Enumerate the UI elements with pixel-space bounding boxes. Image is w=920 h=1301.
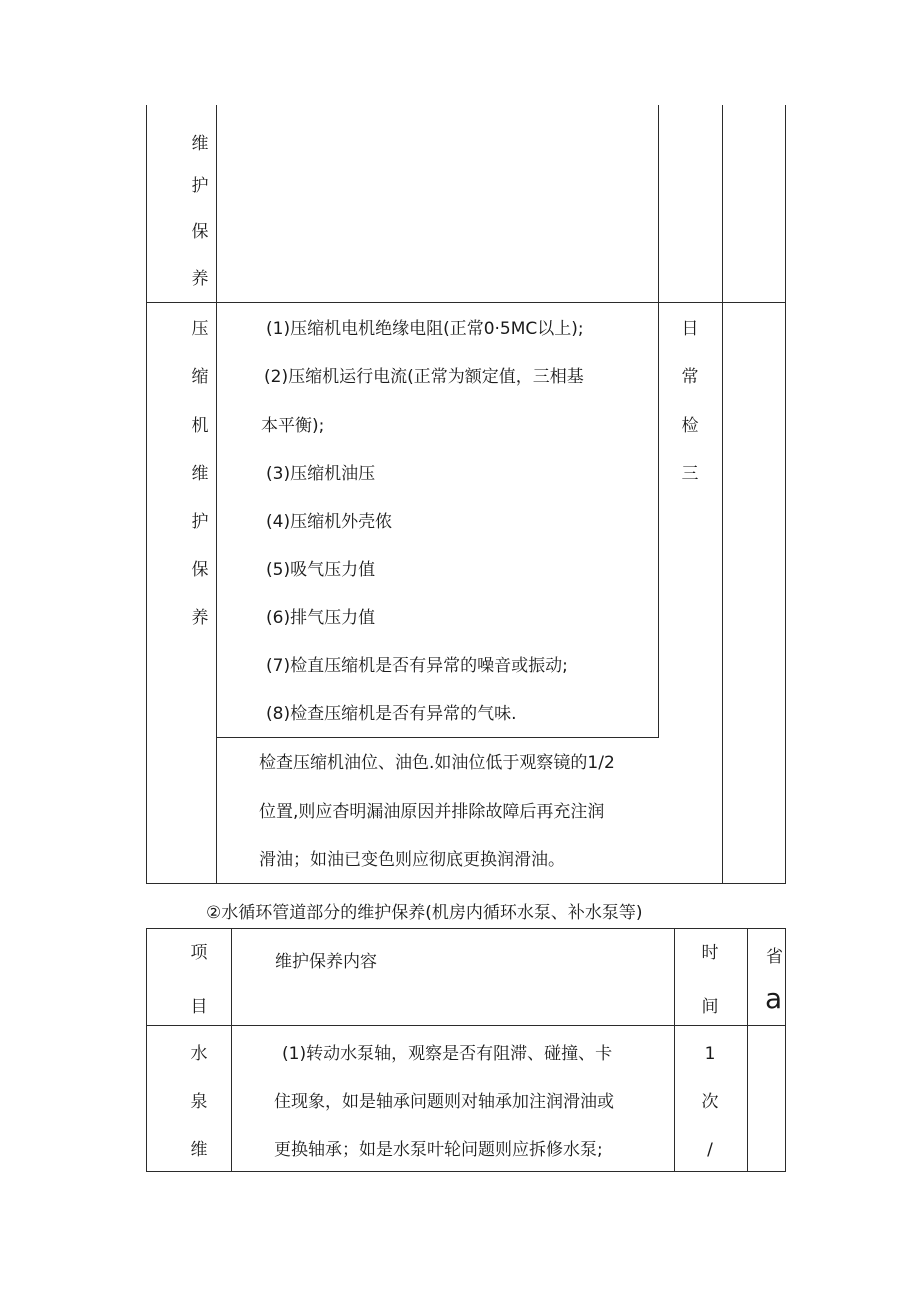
oil-line: 检查压缩机油位、油色.如油位低于观察镜的1/2 <box>259 753 615 773</box>
label-char: 保 <box>191 222 209 242</box>
table1-right-border <box>785 105 786 884</box>
header-item-char: 项 <box>190 943 208 963</box>
item-line: 本平衡); <box>261 416 325 436</box>
table2-right-border <box>785 928 786 1172</box>
pump-line: 更换轴承；如是水泵叶轮问题则应拆修水泵; <box>274 1140 603 1160</box>
table2-col1-divider <box>231 928 232 1172</box>
time-char: 常 <box>681 367 699 387</box>
item-line: (5)吸气压力值 <box>266 560 376 580</box>
label-char: 维 <box>190 1140 208 1160</box>
table2-col2-divider <box>674 928 675 1172</box>
label-char: 护 <box>191 512 209 532</box>
table1-left-border <box>146 105 147 884</box>
table2-top-border <box>146 928 786 929</box>
item-line: (8)检查压缩机是否有异常的气味. <box>266 704 517 724</box>
table1-bottom-border <box>146 883 786 884</box>
table2-bottom-border <box>146 1171 786 1172</box>
header-content: 维护保养内容 <box>275 952 377 972</box>
time-char: / <box>707 1140 713 1160</box>
item-line: (6)排气压力值 <box>266 608 376 628</box>
time-char: 1 <box>704 1044 716 1064</box>
oil-line: 位置,则应杳明漏油原因并排除故障后再充注润 <box>259 802 605 822</box>
label-char: 维 <box>191 464 209 484</box>
oil-line: 滑油；如油已变色则应彻底更换润滑油。 <box>259 850 565 870</box>
item-line: (3)压缩机油压 <box>266 464 376 484</box>
label-char: 压 <box>191 319 209 339</box>
label-char: 泉 <box>190 1092 208 1112</box>
header-time-char: 时 <box>701 943 719 963</box>
label-char: 保 <box>191 560 209 580</box>
label-char: 养 <box>191 608 209 628</box>
item-line: (4)压缩机外壳侬 <box>266 512 393 532</box>
item-line: (1)压缩机电机绝缘电阻(正常0·5MC以上); <box>266 319 584 339</box>
time-char: 次 <box>701 1092 719 1112</box>
item-line: (7)检直压缩机是否有异常的噪音或振动; <box>266 656 568 676</box>
label-char: 缩 <box>191 367 209 387</box>
item-line: (2)压缩机运行电流(正常为额定值，三相基 <box>264 367 584 387</box>
label-char: 维 <box>191 134 209 154</box>
table1-row-divider <box>146 302 786 303</box>
table1-col3-divider <box>722 105 723 884</box>
header-extra-top: 省 <box>766 947 783 967</box>
pump-line: (1)转动水泵轴，观察是否有阻滞、碰撞、卡 <box>282 1044 613 1064</box>
section-title: ②水循环管道部分的维护保养(机房内循环水泵、补水泵等) <box>206 903 643 923</box>
header-extra-bottom: a <box>765 982 783 1015</box>
time-char: 检 <box>681 416 699 436</box>
table2-left-border <box>146 928 147 1172</box>
table1-col2-divider <box>658 105 659 737</box>
label-char: 养 <box>191 269 209 289</box>
label-char: 机 <box>191 416 209 436</box>
header-time-char: 间 <box>701 997 719 1017</box>
label-char: 护 <box>191 176 209 196</box>
pump-line: 住现象，如是轴承问题则对轴承加注润滑油或 <box>274 1092 614 1112</box>
table2-header-divider <box>146 1025 786 1026</box>
label-char: 水 <box>190 1044 208 1064</box>
time-char: 日 <box>681 319 699 339</box>
time-char: 三 <box>681 464 699 484</box>
table1-oil-divider <box>216 737 659 738</box>
table2-col3-divider <box>747 928 748 1172</box>
header-item-char: 目 <box>190 997 208 1017</box>
